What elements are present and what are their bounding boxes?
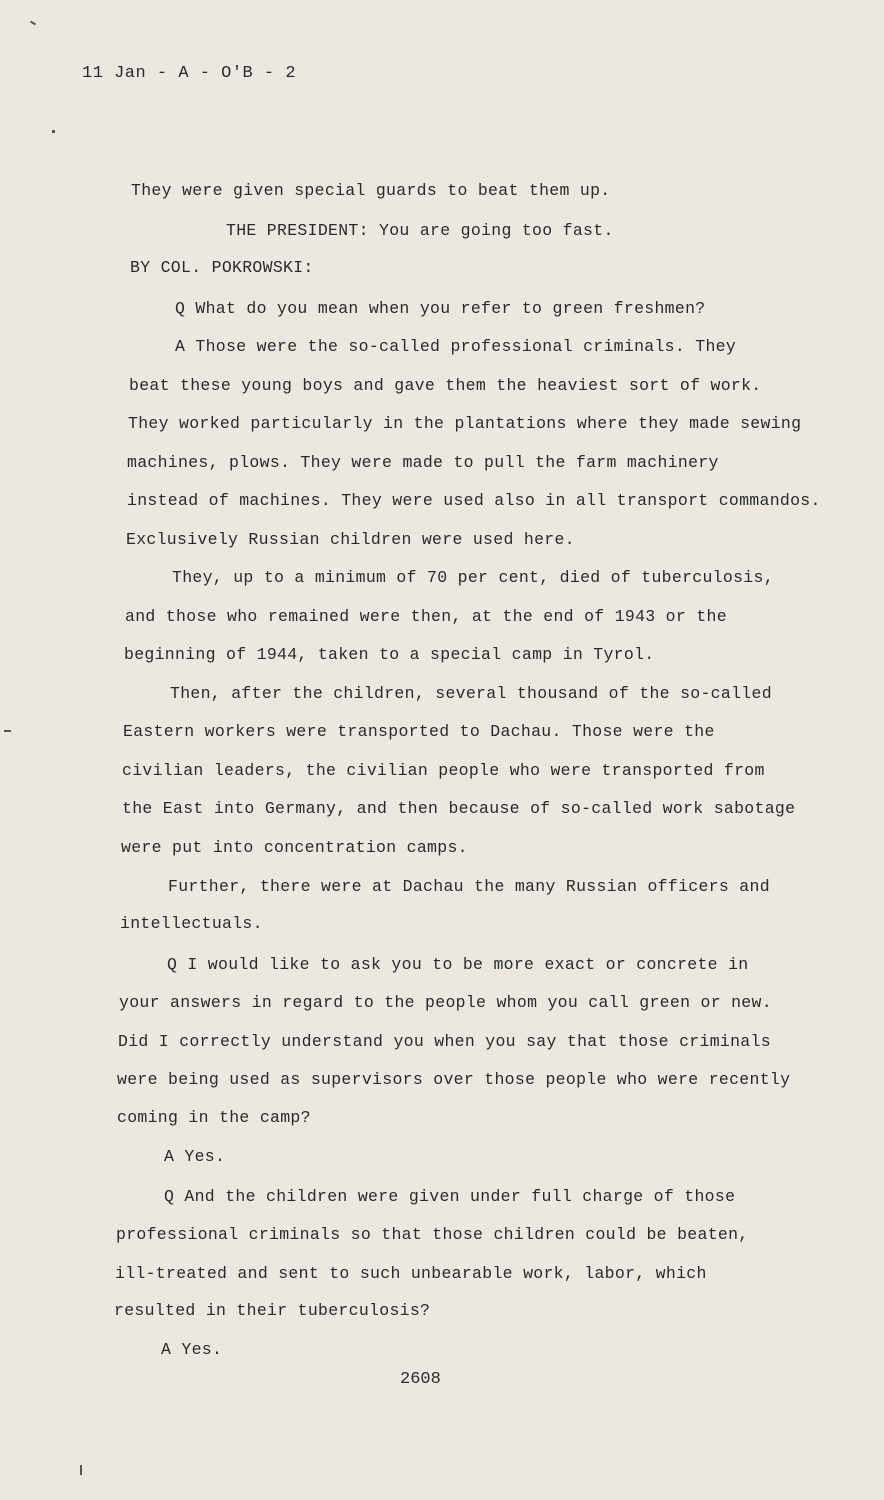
- page-header: 11 Jan - A - O'B - 2: [82, 64, 297, 83]
- text-line: They were given special guards to beat them up.: [131, 181, 611, 200]
- text-line: A Those were the so-called professional criminals. They: [175, 337, 737, 356]
- text-line: ill-treated and sent to such unbearable work, labor, which: [115, 1264, 707, 1283]
- text-line: were being used as supervisors over those people who were recently: [117, 1070, 791, 1089]
- text-line: resulted in their tuberculosis?: [114, 1301, 431, 1320]
- text-line: Further, there were at Dachau the many Russian officers and: [168, 877, 770, 896]
- text-line: professional criminals so that those children could be beaten,: [116, 1225, 749, 1244]
- text-line: Q I would like to ask you to be more exact or concrete in: [167, 955, 749, 974]
- text-line: Exclusively Russian children were used here.: [126, 530, 575, 549]
- text-line: They worked particularly in the plantations where they made sewing: [128, 414, 802, 433]
- text-line: Did I correctly understand you when you say that those criminals: [118, 1032, 771, 1051]
- text-line: THE PRESIDENT: You are going too fast.: [226, 221, 614, 240]
- text-line: instead of machines. They were used also in all transport commandos.: [127, 491, 821, 510]
- text-line: intellectuals.: [120, 914, 263, 933]
- text-line: Then, after the children, several thousand of the so-called: [170, 684, 772, 703]
- text-line: Q And the children were given under full charge of those: [164, 1187, 736, 1206]
- margin-mark: [52, 130, 55, 133]
- text-line: beat these young boys and gave them the heaviest sort of work.: [129, 376, 762, 395]
- text-line: your answers in regard to the people whom you call green or new.: [119, 993, 772, 1012]
- page-number: 2608: [400, 1370, 441, 1389]
- text-line: Q What do you mean when you refer to green freshmen?: [175, 299, 706, 318]
- text-line: and those who remained were then, at the end of 1943 or the: [125, 607, 727, 626]
- margin-mark: [80, 1465, 82, 1475]
- margin-mark: [30, 21, 36, 26]
- text-line: beginning of 1944, taken to a special camp in Tyrol.: [124, 645, 655, 664]
- margin-mark: [4, 730, 11, 732]
- text-line: coming in the camp?: [117, 1108, 311, 1127]
- text-line: were put into concentration camps.: [121, 838, 468, 857]
- text-line: They, up to a minimum of 70 per cent, died of tuberculosis,: [172, 568, 774, 587]
- text-line: the East into Germany, and then because of so-called work sabotage: [122, 799, 796, 818]
- text-line: A Yes.: [161, 1340, 223, 1359]
- text-line: A Yes.: [164, 1147, 226, 1166]
- text-line: machines, plows. They were made to pull the farm machinery: [127, 453, 719, 472]
- text-line: Eastern workers were transported to Dachau. Those were the: [123, 722, 715, 741]
- text-line: BY COL. POKROWSKI:: [130, 258, 314, 277]
- text-line: civilian leaders, the civilian people who were transported from: [122, 761, 765, 780]
